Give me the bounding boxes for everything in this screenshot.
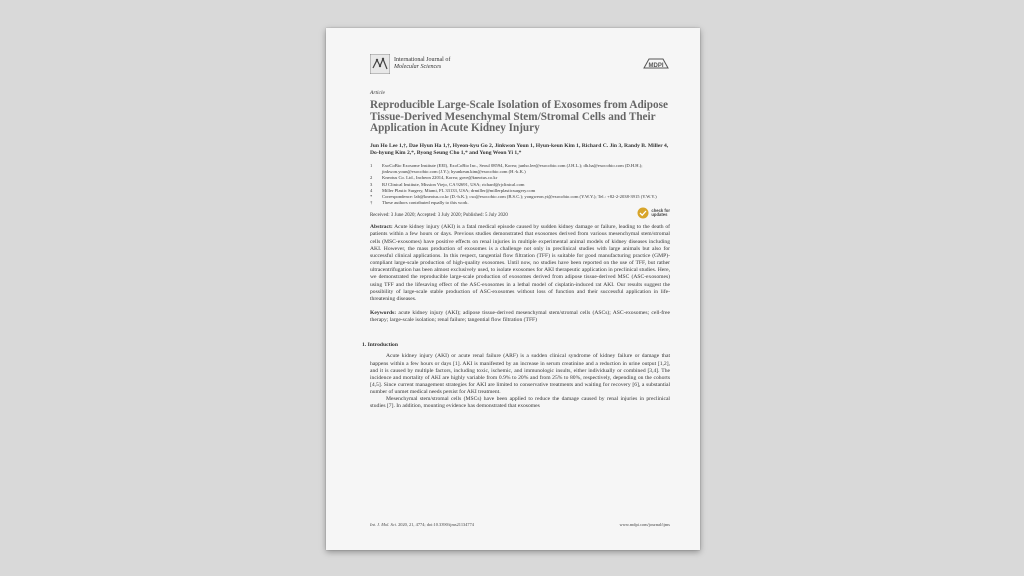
journal-logo-icon — [370, 54, 390, 74]
journal-header — [370, 52, 670, 76]
author-list: Jun Ho Lee 1,†, Dae Hyun Ha 1,†, Hyeon-kyu Go 2, Jinkwon Youn 1, Hyun-keun Kim 1, Richard C. Jin 3, Randy B. Miller 4, Do-hyung Kim 2,*, Byong Seung Cho 1,* and Yong Weon Yi 1,* — [370, 142, 669, 156]
affiliation-text: ExoCoBio Exosome Institute (EEI), ExoCoBio Inc., Seoul 08594, Korea; junho.lee@exocobio.com (J.H.L.); dh.ha@exocobio.com (D.H.H.); jinkwon.youn@exocobio.com (J.Y.); hyunkeun.kim@exocobio.com (H.-k.K.) — [382, 162, 643, 175]
introduction-body — [370, 353, 670, 410]
check-updates-line2: updates — [651, 212, 668, 218]
affiliation-number: 2 — [370, 175, 373, 181]
affiliation-text: Correspondence: lab@kneotus.co.kr (D.-h.K.); cso@exocobio.com (B.S.C.); yongweon.yi@exocobio.com (Y.W.Y.); Tel.: +82-2-2038-3915 (Y.W.Y.) — [382, 193, 657, 199]
publisher-name: MDPI — [648, 63, 664, 69]
page-footer — [370, 522, 670, 527]
mdpi-logo-icon — [642, 56, 670, 72]
intro-paragraph-2: Mesenchymal stem/stromal cells (MSCs) have been applied to reduce the damage caused by renal injuries in preclinical studies [7]. In addition, mounting evidence has demonstrated that exosomes — [370, 396, 670, 410]
check-for-updates-badge[interactable] — [637, 207, 670, 219]
citation-details: 2020, 21, 4774; doi:10.3390/ijms21134774 — [398, 522, 475, 527]
affiliation-number: 4 — [370, 187, 373, 193]
journal-name-line1: International Journal of — [394, 57, 451, 63]
affiliation-number: 3 — [370, 181, 373, 187]
dates-text: Received: 3 June 2020; Accepted: 3 July 2020; Published: 5 July 2020 — [370, 213, 508, 219]
abstract-label: Abstract: — [370, 224, 393, 231]
abstract-text: Acute kidney injury (AKI) is a fatal medical episode caused by sudden kidney damage or failure, leading to the death of patients within a few hours or days. Previous studies demonstrated that exosomes derived from various mesenchymal stem/stromal cells (MSC-exosomes) have positive effects on renal injuries in multiple experimental animal models of kidney diseases including AKI. However, the mass production of exosomes is a challenge not only in preclinical studies with large animals but also for successful clinical applications. In this respect, tangential flow filtration (TFF) is suitable for good manufacturing practice (GMP)-compliant large-scale production of high-quality exosomes. Until now, no studies have been reported on the use of TFF, but rather ultracentrifugation has been almost exclusively used, to isolate exosomes for AKI therapeutic application in preclinical studies. Here, we demonstrated the reproducible large-scale production of exosomes derived from adipose tissue-derived MSC (ASC-exosomes) using TFF and the lifesaving effect of the ASC-exosomes in a lethal model of cisplatin-induced rat AKI. Our results suggest the possibility of large-scale stable production of ASC-exosomes without loss of function and their successful application in life-threatening diseases. — [370, 224, 671, 302]
citation — [370, 522, 474, 527]
article-type: Article — [370, 90, 385, 96]
affiliation-text: RJ Clinical Institute, Mission Viejo, CA 92691, USA; richard@rjclinical.com — [382, 181, 525, 187]
affiliation-text: Miller Plastic Surgery, Miami, FL 33133, USA; drmiller@millerplasticsurgery.com — [382, 187, 536, 193]
affiliation-number: † — [370, 200, 373, 206]
affiliation-text: These authors contributed equally to this work. — [382, 200, 469, 206]
paper-page — [326, 28, 700, 550]
citation-journal: Int. J. Mol. Sci. — [370, 522, 397, 527]
publication-dates — [370, 207, 670, 219]
journal-name-line2: Molecular Sciences — [394, 64, 442, 70]
section-heading-introduction: 1. Introduction — [362, 342, 398, 349]
affiliation-text: Kneotus Co. Ltd., Incheon 22014, Korea; gove@kneotus.co.kr — [382, 175, 498, 181]
check-updates-line1: check for — [651, 207, 670, 213]
journal-name — [394, 57, 450, 71]
paper-content — [362, 52, 671, 411]
intro-paragraph-1: Acute kidney injury (AKI) or acute renal failure (ARF) is a sudden clinical syndrome of kidney failure or damage that happens within a few hours or days [1]. AKI is manifested by an increase in serum creatinine and a reduction in urine output [1,2], and it is caused by multiple factors, including toxic, ischemic, and immunologic insults, either individually or combined [3,4]. The incidence and mortality of AKI are highly variable from 0.9% to 20% and from 25% to 80%, respectively, depending on the cohorts [4,5]. Since current management strategies for AKI are limited to conservative treatments and waiting for recovery [6], a substantial number of unmet medical needs persist for AKI treatment. — [370, 353, 670, 396]
abstract — [370, 224, 670, 303]
journal-url[interactable]: www.mdpi.com/journal/ijms — [619, 522, 670, 527]
keywords — [370, 310, 670, 324]
affiliation-item — [370, 163, 670, 175]
check-updates-label — [651, 209, 670, 218]
paper-title: Reproducible Large-Scale Isolation of Exosomes from Adipose Tissue-Derived Mesenchymal Stem/Stromal Cells and Their Application in Acute Kidney Injury — [370, 99, 668, 134]
affiliations — [370, 163, 670, 206]
affiliation-item — [370, 200, 670, 206]
check-updates-icon — [637, 207, 649, 219]
affiliation-number: 1 — [370, 162, 373, 168]
keywords-label: Keywords: — [370, 310, 397, 317]
affiliation-number: * — [370, 193, 373, 199]
keywords-text: acute kidney injury (AKI); adipose tissue-derived mesenchymal stem/stromal cells (ASCs); ASC-exosomes; cell-free therapy; large-scale isolation; renal failure; tangential flow filtration (TFF) — [370, 310, 670, 324]
